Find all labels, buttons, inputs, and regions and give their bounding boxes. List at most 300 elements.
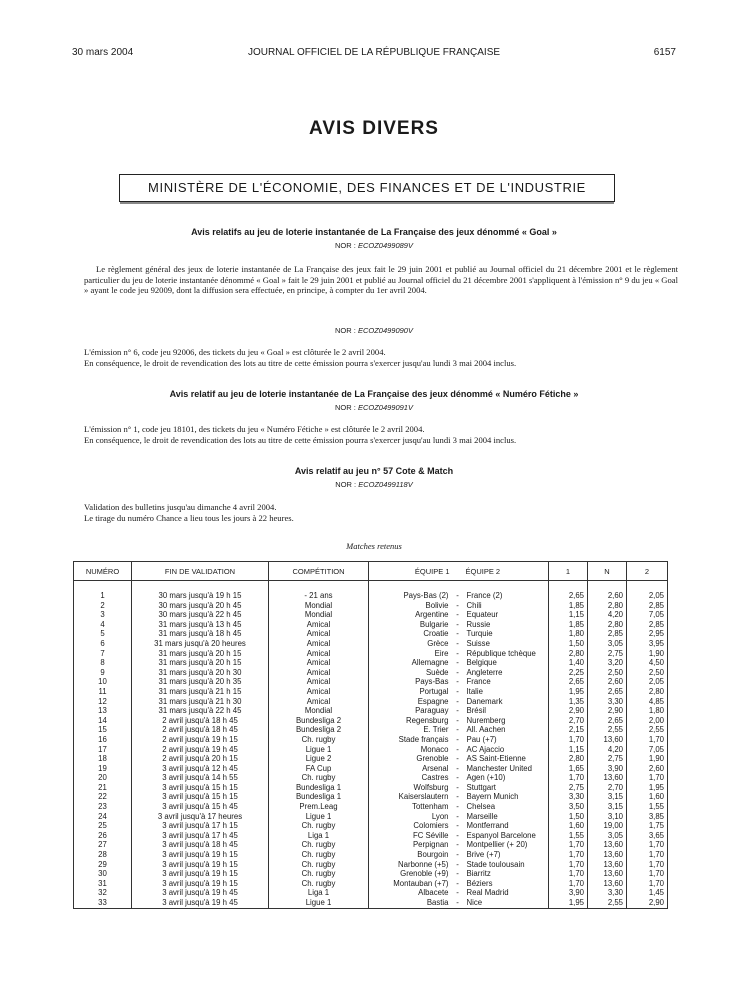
cell-equipe2: Turquie: [464, 629, 549, 639]
cell-equipe1: Monaco: [369, 745, 452, 755]
cell-equipe1: Narbonne (+5): [369, 860, 452, 870]
table-row: [74, 898, 668, 908]
ministry-title: MINISTÈRE DE L'ÉCONOMIE, DES FINANCES ET DE L'INDUSTRIE: [148, 180, 586, 195]
cell-equipe2: Stade toulousain: [464, 860, 549, 870]
cell-numero: 7: [74, 649, 132, 659]
cell-cote-1: 1,70: [549, 773, 588, 783]
table-header-row: [74, 562, 668, 581]
cell-competition: Bundesliga 1: [269, 783, 369, 793]
cell-numero: 22: [74, 792, 132, 802]
col-header-fin-validation: FIN DE VALIDATION: [132, 562, 269, 581]
cell-cote-2: 1,70: [627, 869, 668, 879]
cell-numero: 9: [74, 668, 132, 678]
cell-cote-n: 4,20: [588, 745, 627, 755]
cell-separator: -: [456, 667, 459, 677]
table-row: [74, 610, 668, 620]
cell-cote-2: 2,90: [627, 898, 668, 908]
cell-cote-2: 2,00: [627, 716, 668, 726]
cell-fin-validation: 3 avril jusqu'à 17 h 45: [132, 831, 269, 841]
cell-equipe2: Pau (+7): [464, 735, 549, 745]
cell-numero: 17: [74, 745, 132, 755]
cell-numero: 1: [74, 591, 132, 601]
cell-cote-n: 3,10: [588, 812, 627, 822]
nor-label: NOR :: [335, 241, 358, 250]
cell-cote-2: 2,55: [627, 725, 668, 735]
cell-competition: Bundesliga 2: [269, 725, 369, 735]
cell-cote-1: 2,15: [549, 725, 588, 735]
col-header-equipe2: ÉQUIPE 2: [464, 562, 549, 581]
table-row: [74, 869, 668, 879]
cell-separator: -: [456, 638, 459, 648]
cell-equipe2: Marseille: [464, 812, 549, 822]
cell-equipe1: Colomiers: [369, 821, 452, 831]
cell-separator: -: [456, 715, 459, 725]
cell-separator: -: [456, 821, 459, 831]
cell-fin-validation: 2 avril jusqu'à 20 h 15: [132, 754, 269, 764]
cell-fin-validation: 31 mars jusqu'à 21 h 15: [132, 687, 269, 697]
cell-equipe1: Montauban (+7): [369, 879, 452, 889]
cell-cote-n: 19,00: [588, 821, 627, 831]
cell-equipe2: Agen (+10): [464, 773, 549, 783]
cell-cote-2: 3,85: [627, 812, 668, 822]
col-header-equipe1: ÉQUIPE 1: [369, 562, 452, 581]
cell-numero: 27: [74, 840, 132, 850]
cell-numero: 4: [74, 620, 132, 630]
cell-equipe2: France: [464, 677, 549, 687]
cell-equipe1: Castres: [369, 773, 452, 783]
paragraph: Le règlement général des jeux de loterie instantanée de La Française des jeux fait le 29 juin 2001 et publié au Journal officiel du 21 décembre 2001 et le règlement particulier du jeu de loterie instantanée dénommé « Goal » fait le 29 juin 2001 et publié au Journal officiel du 21 décembre 2001 s'appliquent à l'émission n° 9 du jeu « Goal » ayant le code jeu 92009, dont la diffusion sera effectuée, en principe, à compter du 1er avril 2004.: [84, 264, 678, 296]
cell-cote-n: 2,60: [588, 591, 627, 601]
cell-competition: Amical: [269, 620, 369, 630]
cell-equipe2: Brésil: [464, 706, 549, 716]
cell-equipe1: Allemagne: [369, 658, 452, 668]
cell-cote-1: 1,50: [549, 812, 588, 822]
cell-cote-1: 2,75: [549, 783, 588, 793]
cell-numero: 13: [74, 706, 132, 716]
table-row: [74, 783, 668, 793]
cell-cote-1: 1,50: [549, 639, 588, 649]
table-row: [74, 706, 668, 716]
cell-equipe1: Pays-Bas (2): [369, 591, 452, 601]
cell-competition: Ch. rugby: [269, 869, 369, 879]
table-row: [74, 629, 668, 639]
cell-cote-n: 2,60: [588, 677, 627, 687]
notice-fetiche-title: Avis relatif au jeu de loterie instantanée de La Française des jeux dénommé « Numéro Fétiche »: [169, 389, 579, 399]
paragraph: L'émission n° 1, code jeu 18101, des tickets du jeu « Numéro Fétiche » est clôturée le 2 avril 2004.: [84, 424, 425, 434]
cell-cote-n: 13,60: [588, 860, 627, 870]
cell-cote-n: 3,30: [588, 697, 627, 707]
cell-separator: -: [456, 658, 459, 668]
table-row: [74, 754, 668, 764]
cell-cote-2: 1,70: [627, 840, 668, 850]
table-row: [74, 860, 668, 870]
cell-competition: Ch. rugby: [269, 840, 369, 850]
nor-code: ECOZ0499091V: [357, 403, 413, 412]
cell-cote-1: 2,25: [549, 668, 588, 678]
cell-numero: 26: [74, 831, 132, 841]
notice-fetiche-nor: [72, 403, 676, 412]
nor-label: NOR :: [335, 403, 358, 412]
cell-competition: Ligue 1: [269, 745, 369, 755]
cell-separator: -: [456, 792, 459, 802]
cell-fin-validation: 31 mars jusqu'à 20 h 15: [132, 649, 269, 659]
cell-cote-n: 3,20: [588, 658, 627, 668]
cell-cote-2: 1,90: [627, 754, 668, 764]
table-row: [74, 812, 668, 822]
cell-equipe2: Real Madrid: [464, 888, 549, 898]
cell-competition: Ch. rugby: [269, 850, 369, 860]
cell-equipe1: Eire: [369, 649, 452, 659]
cell-separator: -: [456, 850, 459, 860]
cell-cote-1: 1,70: [549, 860, 588, 870]
cell-fin-validation: 3 avril jusqu'à 17 h 15: [132, 821, 269, 831]
cell-cote-n: 3,05: [588, 639, 627, 649]
cell-numero: 10: [74, 677, 132, 687]
cell-fin-validation: 3 avril jusqu'à 19 h 15: [132, 879, 269, 889]
cell-competition: Bundesliga 2: [269, 716, 369, 726]
header-journal-title: JOURNAL OFFICIEL DE LA RÉPUBLIQUE FRANÇAISE: [247, 47, 501, 58]
cell-numero: 24: [74, 812, 132, 822]
cell-cote-2: 4,85: [627, 697, 668, 707]
cell-equipe1: Wolfsburg: [369, 783, 452, 793]
cell-equipe1: Argentine: [369, 610, 452, 620]
cell-cote-n: 2,65: [588, 687, 627, 697]
cell-numero: 21: [74, 783, 132, 793]
cell-numero: 31: [74, 879, 132, 889]
nor-code: ECOZ0499090V: [357, 326, 413, 335]
cell-numero: 3: [74, 610, 132, 620]
cell-competition: Ch. rugby: [269, 879, 369, 889]
cell-cote-1: 1,70: [549, 869, 588, 879]
cell-cote-n: 2,55: [588, 898, 627, 908]
cell-cote-n: 2,75: [588, 649, 627, 659]
cell-fin-validation: 3 avril jusqu'à 18 h 45: [132, 840, 269, 850]
table-row: [74, 821, 668, 831]
cell-competition: Bundesliga 1: [269, 792, 369, 802]
cell-fin-validation: 31 mars jusqu'à 20 h 35: [132, 677, 269, 687]
cell-competition: Amical: [269, 677, 369, 687]
cell-fin-validation: 31 mars jusqu'à 22 h 45: [132, 706, 269, 716]
cell-equipe2: Equateur: [464, 610, 549, 620]
cell-equipe1: Grenoble (+9): [369, 869, 452, 879]
cell-cote-1: 2,80: [549, 649, 588, 659]
cell-cote-2: 2,95: [627, 629, 668, 639]
cell-equipe1: Bulgarie: [369, 620, 452, 630]
table-row: [74, 792, 668, 802]
cell-numero: 32: [74, 888, 132, 898]
table-row: [74, 745, 668, 755]
cell-numero: 15: [74, 725, 132, 735]
cell-competition: Ligue 1: [269, 898, 369, 908]
cell-cote-2: 1,70: [627, 860, 668, 870]
cell-cote-2: 2,05: [627, 677, 668, 687]
notice-goal-title: Avis relatifs au jeu de loterie instantanée de La Française des jeux dénommé « Goal »: [191, 227, 557, 237]
cell-cote-2: 2,05: [627, 591, 668, 601]
cell-competition: Ch. rugby: [269, 735, 369, 745]
cell-fin-validation: 3 avril jusqu'à 15 h 15: [132, 792, 269, 802]
notice-cote-match-text: [84, 502, 678, 523]
cell-fin-validation: 3 avril jusqu'à 19 h 15: [132, 860, 269, 870]
cell-cote-n: 13,60: [588, 840, 627, 850]
cell-competition: Mondial: [269, 610, 369, 620]
cell-cote-1: 2,65: [549, 677, 588, 687]
cell-equipe1: Lyon: [369, 812, 452, 822]
cell-equipe2: Nice: [464, 898, 549, 908]
cell-fin-validation: 3 avril jusqu'à 12 h 45: [132, 764, 269, 774]
cell-numero: 33: [74, 898, 132, 908]
cell-cote-n: 3,90: [588, 764, 627, 774]
table-row: [74, 649, 668, 659]
cell-fin-validation: 3 avril jusqu'à 15 h 45: [132, 802, 269, 812]
cell-cote-2: 2,85: [627, 601, 668, 611]
cell-fin-validation: 31 mars jusqu'à 13 h 45: [132, 620, 269, 630]
cell-cote-n: 2,65: [588, 716, 627, 726]
cell-fin-validation: 30 mars jusqu'à 20 h 45: [132, 601, 269, 611]
cell-fin-validation: 3 avril jusqu'à 15 h 15: [132, 783, 269, 793]
table-row: [74, 639, 668, 649]
cell-cote-n: 3,15: [588, 792, 627, 802]
cell-numero: 14: [74, 716, 132, 726]
cell-equipe2: République tchèque: [464, 649, 549, 659]
cell-numero: 5: [74, 629, 132, 639]
nor-label: NOR :: [335, 326, 358, 335]
cell-competition: Amical: [269, 697, 369, 707]
cell-cote-1: 2,80: [549, 754, 588, 764]
cell-competition: Amical: [269, 639, 369, 649]
cell-cote-2: 1,90: [627, 649, 668, 659]
cell-separator: -: [452, 898, 464, 908]
cell-equipe1: Suède: [369, 668, 452, 678]
cell-cote-1: 1,40: [549, 658, 588, 668]
cell-equipe2: AC Ajaccio: [464, 745, 549, 755]
cell-separator: -: [456, 763, 459, 773]
cell-fin-validation: 3 avril jusqu'à 19 h 45: [132, 888, 269, 898]
col-header-separator: [452, 562, 464, 581]
page-title: AVIS DIVERS: [309, 118, 439, 139]
col-header-2: 2: [627, 562, 668, 581]
cell-cote-n: 2,80: [588, 601, 627, 611]
table-row: [74, 601, 668, 611]
cell-equipe1: Pays-Bas: [369, 677, 452, 687]
table-row: [74, 773, 668, 783]
ministry-box: [119, 174, 615, 202]
cell-cote-n: 13,60: [588, 850, 627, 860]
header-date: 30 mars 2004: [72, 47, 134, 58]
cell-cote-2: 1,80: [627, 706, 668, 716]
notice-cote-match-title: Avis relatif au jeu n° 57 Cote & Match: [294, 466, 454, 476]
cell-cote-1: 2,65: [549, 591, 588, 601]
cell-cote-2: 1,70: [627, 879, 668, 889]
cell-cote-1: 1,95: [549, 687, 588, 697]
cell-separator: -: [456, 830, 459, 840]
cell-cote-2: 3,65: [627, 831, 668, 841]
table-row: [74, 850, 668, 860]
cell-cote-1: 1,85: [549, 620, 588, 630]
table-row: [74, 764, 668, 774]
cell-separator: -: [456, 706, 459, 716]
cell-separator: -: [456, 610, 459, 620]
notice-fetiche-text: [84, 424, 678, 445]
cell-fin-validation: 2 avril jusqu'à 19 h 45: [132, 745, 269, 755]
cell-cote-2: 2,50: [627, 668, 668, 678]
cell-fin-validation: 31 mars jusqu'à 18 h 45: [132, 629, 269, 639]
cell-separator: -: [456, 840, 459, 850]
cell-cote-1: 1,70: [549, 850, 588, 860]
cell-cote-2: 2,85: [627, 620, 668, 630]
cell-cote-2: 1,55: [627, 802, 668, 812]
cell-equipe2: Danemark: [464, 697, 549, 707]
cell-numero: 12: [74, 697, 132, 707]
paragraph: L'émission n° 6, code jeu 92006, des tickets du jeu « Goal » est clôturée le 2 avril 2004.: [84, 347, 386, 357]
cell-competition: Mondial: [269, 706, 369, 716]
cell-equipe2: Suisse: [464, 639, 549, 649]
cell-cote-2: 2,60: [627, 764, 668, 774]
cell-fin-validation: 31 mars jusqu'à 20 h 30: [132, 668, 269, 678]
cell-numero: 29: [74, 860, 132, 870]
cell-separator: -: [456, 677, 459, 687]
cell-separator: -: [456, 878, 459, 888]
cell-separator: -: [456, 811, 459, 821]
cell-cote-n: 3,30: [588, 888, 627, 898]
cell-cote-1: 1,65: [549, 764, 588, 774]
cell-numero: 23: [74, 802, 132, 812]
cell-cote-1: 1,70: [549, 735, 588, 745]
table-row: [74, 668, 668, 678]
cell-fin-validation: 2 avril jusqu'à 18 h 45: [132, 716, 269, 726]
table-row: [74, 687, 668, 697]
matches-table: [73, 561, 668, 909]
running-header: [72, 47, 676, 61]
table-row: [74, 735, 668, 745]
cell-numero: 6: [74, 639, 132, 649]
cell-separator: -: [456, 696, 459, 706]
cell-separator: -: [456, 734, 459, 744]
table-row: [74, 677, 668, 687]
cell-separator: -: [456, 648, 459, 658]
table-row: [74, 840, 668, 850]
cell-equipe2: AS Saint-Etienne: [464, 754, 549, 764]
cell-cote-1: 2,90: [549, 706, 588, 716]
col-header-n: N: [588, 562, 627, 581]
nor-code: ECOZ0499118V: [358, 480, 413, 489]
cell-fin-validation: 3 avril jusqu'à 19 h 15: [132, 869, 269, 879]
cell-competition: Ch. rugby: [269, 773, 369, 783]
nor-code: ECOZ0499089V: [357, 241, 413, 250]
cell-equipe1: Bolivie: [369, 601, 452, 611]
cell-fin-validation: 2 avril jusqu'à 19 h 15: [132, 735, 269, 745]
cell-cote-2: 1,60: [627, 792, 668, 802]
cell-separator: -: [456, 725, 459, 735]
cell-equipe1: Bastia: [369, 898, 452, 908]
cell-equipe1: Albacete: [369, 888, 452, 898]
cell-separator: -: [456, 686, 459, 696]
cell-competition: Amical: [269, 658, 369, 668]
cell-cote-1: 3,30: [549, 792, 588, 802]
cell-equipe2: Angleterre: [464, 668, 549, 678]
cell-separator: -: [456, 869, 459, 879]
cell-fin-validation: 3 avril jusqu'à 19 h 15: [132, 850, 269, 860]
cell-cote-1: 1,95: [549, 898, 588, 908]
cell-equipe2: All. Aachen: [464, 725, 549, 735]
cell-cote-2: 4,50: [627, 658, 668, 668]
cell-competition: Liga 1: [269, 831, 369, 841]
cell-cote-1: 1,55: [549, 831, 588, 841]
cell-equipe1: Bourgoin: [369, 850, 452, 860]
cell-cote-n: 3,05: [588, 831, 627, 841]
cell-fin-validation: 31 mars jusqu'à 21 h 30: [132, 697, 269, 707]
cell-equipe2: France (2): [464, 591, 549, 601]
cell-cote-1: 1,80: [549, 629, 588, 639]
cell-cote-1: 1,35: [549, 697, 588, 707]
cell-numero: 8: [74, 658, 132, 668]
cell-equipe2: Belgique: [464, 658, 549, 668]
cell-equipe1: Arsenal: [369, 764, 452, 774]
cell-equipe2: Montpellier (+ 20): [464, 840, 549, 850]
table-row: [74, 620, 668, 630]
cell-equipe1: Perpignan: [369, 840, 452, 850]
cell-numero: 28: [74, 850, 132, 860]
cell-fin-validation: 3 avril jusqu'à 14 h 55: [132, 773, 269, 783]
cell-competition: - 21 ans: [269, 591, 369, 601]
cell-cote-1: 1,15: [549, 745, 588, 755]
cell-cote-1: 1,85: [549, 601, 588, 611]
cell-equipe1: Espagne: [369, 697, 452, 707]
cell-separator: -: [456, 591, 459, 600]
table-row: [74, 831, 668, 841]
cell-cote-n: 2,80: [588, 620, 627, 630]
cell-equipe2: Espanyol Barcelone: [464, 831, 549, 841]
cell-numero: 19: [74, 764, 132, 774]
cell-numero: 25: [74, 821, 132, 831]
cell-cote-1: 3,90: [549, 888, 588, 898]
cell-numero: 30: [74, 869, 132, 879]
paragraph: En conséquence, le droit de revendication des lots au titre de cette émission pourra s'exercer jusqu'au lundi 3 mai 2004 inclus.: [84, 434, 517, 445]
notice-cote-match-nor: [72, 480, 676, 489]
cell-cote-n: 2,50: [588, 668, 627, 678]
cell-competition: Amical: [269, 649, 369, 659]
cell-cote-n: 2,85: [588, 629, 627, 639]
cell-cote-1: 1,15: [549, 610, 588, 620]
table-row: [74, 802, 668, 812]
cell-equipe2: Stuttgart: [464, 783, 549, 793]
cell-cote-n: 2,90: [588, 706, 627, 716]
cell-equipe2: Manchester United: [464, 764, 549, 774]
cell-separator: -: [456, 859, 459, 869]
table-row: [74, 888, 668, 898]
cell-equipe2: Nuremberg: [464, 716, 549, 726]
cell-competition: Amical: [269, 629, 369, 639]
cell-competition: Amical: [269, 687, 369, 697]
cell-separator: -: [456, 619, 459, 629]
cell-cote-2: 7,05: [627, 745, 668, 755]
cell-fin-validation: 3 avril jusqu'à 17 heures: [132, 812, 269, 822]
cell-cote-n: 2,70: [588, 783, 627, 793]
cell-competition: Amical: [269, 668, 369, 678]
cell-separator: -: [456, 744, 459, 754]
table-row: [74, 591, 668, 601]
cell-equipe2: Brive (+7): [464, 850, 549, 860]
cell-equipe2: Chili: [464, 601, 549, 611]
cell-fin-validation: 3 avril jusqu'à 19 h 45: [132, 898, 269, 908]
table-row: [74, 725, 668, 735]
cell-cote-n: 2,55: [588, 725, 627, 735]
cell-equipe2: Bayern Munich: [464, 792, 549, 802]
cell-cote-1: 1,60: [549, 821, 588, 831]
cell-cote-n: 13,60: [588, 735, 627, 745]
cell-fin-validation: 30 mars jusqu'à 19 h 15: [132, 591, 269, 601]
cell-separator: -: [456, 802, 459, 812]
cell-cote-2: 3,95: [627, 639, 668, 649]
